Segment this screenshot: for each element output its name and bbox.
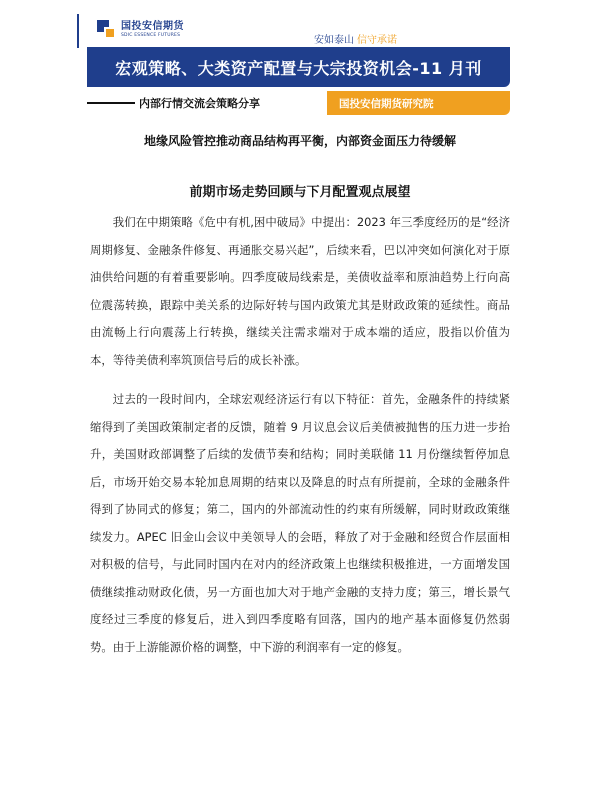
institute-tag: 国投安信期货研究院 [327,91,510,115]
slogan-part1: 安如泰山 [314,35,354,46]
company-logo [97,20,184,40]
subtitle-dash [87,102,135,104]
paragraph: 过去的一段时间内，全球宏观经济运行有以下特征：首先，金融条件的持续紧缩得到了美国政策制定者的反馈，随着 9 月议息会议后美债被抛售的压力进一步抬升，美国财政部调整了后续的发债节奏和结构；同时美联储 11 月份继续暂停加息后，市场开始交易本轮加息周期的结束以及降息的时点有所提前，全球的金融条件得到了协同式的修复；第二，国内的外部流动性的约束有所缓解，同时财政政策继续发力。APEC 旧金山会议中美领导人的会晤，释放了对于金融和经贸合作层面相对积极的信号，与此同时国内在对内的经济政策上也继续积极推进，一方面增发国债继续推动财政化债，另一方面也加大对于地产金融的支持力度；第三，增长景气度经过三季度的修复后，进入到四季度略有回落，国内的地产基本面修复仍然弱势。由于上游能源价格的调整，中下游的利润率有一定的修复。 [90,392,510,654]
slogan-part2: 信守承诺 [357,35,397,46]
slogan [314,31,397,46]
logo-name-en: SDIC ESSENCE FUTURES [121,32,181,38]
paragraph: 我们在中期策略《危中有机,困中破局》中提出：2023 年三季度经历的是“经济周期修复、金融条件修复、再通胀交易兴起”，后续来看，巴以冲突如何演化对于原油供给问题的有着重要影响。四季度破局线索是，美债收益率和原油趋势上行向高位震荡转换，跟踪中美关系的边际好转与国内政策尤其是财政政策的延续性。商品由流畅上行向震荡上行转换，继续关注需求端对于成本端的适应，股指以价值为本，等待美债利率筑顶信号后的成长补涨。 [90,215,510,367]
logo-name-cn: 国投安信期货 [121,20,184,32]
subtitle: 内部行情交流会策略分享 [139,97,260,110]
article-body [90,209,510,673]
headline: 地缘风险管控推动商品结构再平衡，内部资金面压力待缓解 [143,134,456,148]
logo-icon [97,20,117,40]
subtitle-row [87,91,510,115]
header-divider [77,14,79,48]
section-title: 前期市场走势回顾与下月配置观点展望 [189,185,411,200]
report-title: 宏观策略、大类资产配置与大宗投资机会-11 月刊 [87,47,510,87]
